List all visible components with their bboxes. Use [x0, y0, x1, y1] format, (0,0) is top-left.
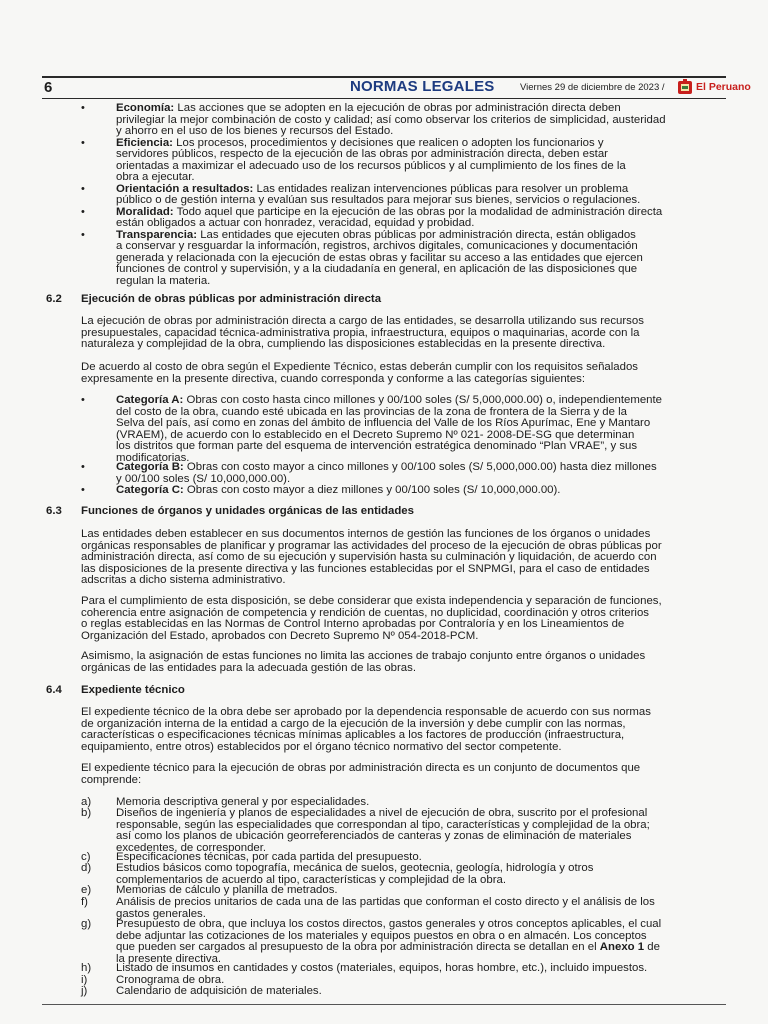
text-line: administración directa, así como de su ejecución y supervisión hasta su culminación y liquidación, de acuerdo con: [81, 551, 657, 563]
text-line: obra a ejecutar.: [116, 171, 195, 183]
list-item: Especificaciones técnicas, por cada partida del presupuesto.: [116, 851, 422, 863]
list-item: Memorias de cálculo y planilla de metrados.: [116, 884, 338, 896]
bullet-icon: •: [81, 182, 85, 195]
bullet-icon: •: [81, 228, 85, 241]
text-line: Las entidades deben establecer en sus documentos internos de gestión las funciones de los órganos o unidades: [81, 528, 651, 540]
text-line: Asimismo, la asignación de estas funciones no limita las acciones de trabajo conjunto entre órganos o unidades: [81, 650, 646, 662]
text-line: servidores públicos, respecto de la ejecución de las obras por administración directa, deben estar: [116, 148, 608, 160]
text-line: la presente directiva.: [116, 952, 222, 965]
text-line: El expediente técnico de la obra debe ser aprobado por la dependencia responsable de acuerdo con sus normas: [81, 706, 651, 718]
coat-of-arms-icon: [677, 79, 693, 95]
text-line: así como los planos de ubicación georreferenciados de canteras y zonas de eliminación de materiales: [116, 830, 632, 842]
bullet-icon: •: [81, 394, 85, 406]
text-line: Selva del país, así como en zonas del ámbito de influencia del Valle de los Ríos Apurímac, Ene y Mantaro: [116, 417, 651, 429]
list-item: Análisis de precios unitarios de cada una de las partidas que conforman el costo directo y el análisis de los: [116, 896, 655, 908]
text-line: complementarios de acuerdo al tipo, características y complejidad de la obra.: [116, 873, 507, 886]
principle-moralidad: Moralidad: Todo aquel que participe en la ejecución de las obras por la modalidad de administración directa: [116, 205, 663, 218]
bullet-icon: •: [81, 483, 85, 496]
section-title: Ejecución de obras públicas por administración directa: [81, 293, 382, 305]
bullet-icon: •: [81, 461, 85, 473]
header-bottom-rule: [42, 98, 726, 99]
text-line: naturaleza y complejidad de la obra, cumpliendo las disposiciones establecidas en la presente directiva.: [81, 338, 606, 350]
logo-text: El Peruano: [696, 81, 751, 93]
section-title: Funciones de órganos y unidades orgánicas de las entidades: [81, 505, 414, 517]
list-item: Listado de insumos en cantidades y costos (materiales, equipos, horas hombre, etc.), incluido impuestos.: [116, 962, 648, 974]
text-line: funciones de control y supervisión, y a la ciudadanía en general, en aplicación de las disposiciones que: [116, 263, 638, 275]
text-line: de organización interna de la entidad a cargo de la ejecución de la inversión y debe cumplir con las normas,: [81, 717, 626, 730]
text-line: La ejecución de obras por administración directa a cargo de las entidades, se desarrolla utilizando sus recursos: [81, 315, 644, 327]
text-line: están obligados a actuar con honradez, veracidad, equidad y probidad.: [116, 217, 475, 229]
category-c: Categoría C: Obras con costo mayor a diez millones y 00/100 soles (S/ 10,000,000.00).: [116, 483, 561, 496]
text-line: (VRAEM), de acuerdo con lo establecido en el Decreto Supremo Nº 021- 2008-DE-SG que determinan: [116, 428, 635, 441]
text-line: características o especificaciones técnicas mínimas aplicables a los factores de producción (infraestructura,: [81, 729, 625, 741]
category-a: Categoría A: Obras con costo hasta cinco millones y 00/100 soles (S/ 5,000,000.00) o, independientemente: [116, 394, 663, 406]
item-label: a): [81, 796, 92, 808]
item-label: f): [81, 896, 88, 908]
text-line: debe adjuntar las cotizaciones de los materiales y equipos puestos en obra o en almacén. Los conceptos: [116, 929, 647, 942]
section-number: 6.4: [46, 684, 62, 696]
page-header: [42, 76, 751, 102]
principle-eficiencia: Eficiencia: Los procesos, procedimientos y decisiones que realicen o adopten los funcionarios y: [116, 136, 604, 149]
text-line: privilegiar la mejor combinación de costo y calidad; así como observar los criterios de simplicidad, austeridad: [116, 113, 666, 126]
text-line: responsable, según las especialidades que correspondan al tipo, características y complejidad de la obra;: [116, 818, 650, 831]
list-item: Presupuesto de obra, que incluya los costos directos, gastos generales y otros conceptos aplicables, el cual: [116, 918, 662, 930]
principle-transparencia: Transparencia: Las entidades que ejecuten obras públicas por administración directa, están obligados: [116, 228, 636, 241]
page-number: 6: [44, 79, 53, 96]
text-line: los distritos que forman parte del esquema de intervención estratégica denominado “Plan VRAE”, y sus: [116, 440, 638, 452]
footer-rule: [42, 1004, 726, 1005]
text-line: o reglas establecidas en las Normas de Control Interno aprobadas por Contraloría y en los Lineamientos de: [81, 618, 625, 630]
text-line: equipamiento, entre otros) establecidos por el órgano técnico normativo del sector competente.: [81, 740, 562, 753]
section-number: 6.2: [46, 293, 62, 305]
text-line: adscritas a dicho sistema administrativo.: [81, 574, 286, 586]
text-line: y 00/100 soles (S/ 10,000,000.00).: [116, 472, 291, 485]
section-number: 6.3: [46, 505, 62, 517]
list-item: Diseños de ingeniería y planos de especialidades a nivel de ejecución de obra, suscrito por el profesional: [116, 807, 648, 819]
text-line: regulan la materia.: [116, 274, 211, 287]
text-line: las disposiciones de la presente directiva y las funciones establecidas por el SNPMGI, para el caso de entidades: [81, 562, 650, 575]
text-line: orgánicas de las entidades para la adecuada gestión de las obras.: [81, 661, 416, 674]
item-label: e): [81, 884, 92, 896]
text-line: coherencia entre asignación de competencia y rendición de cuentas, no duplicidad, coordinación y otros criterios: [81, 606, 649, 619]
text-line: orientadas a maximizar el adecuado uso de los recursos públicos y al cumplimiento de los fines de la: [116, 159, 626, 172]
principle-economia: Economía: Las acciones que se adopten en la ejecución de obras por administración directa deben: [116, 102, 621, 114]
item-label: c): [81, 851, 91, 863]
text-line: generada y relacionada con la ejecución de estas obras y facilitar su acceso a las entidades que ejercen: [116, 251, 643, 264]
text-line: presupuestales, capacidad técnica-administrativa propia, infraestructura, equipos o maquinarias, acorde con la: [81, 326, 640, 339]
item-label: g): [81, 918, 92, 930]
text-line: De acuerdo al costo de obra según el Expediente Técnico, estas deberán cumplir con los requisitos señalados: [81, 361, 639, 373]
list-item: Memoria descriptiva general y por especialidades.: [116, 796, 370, 808]
text-line: que pueden ser cargados al presupuesto de la obra por administración directa se detallan en el Anexo 1 de: [116, 941, 660, 953]
item-label: h): [81, 962, 92, 974]
publication-title: NORMAS LEGALES: [350, 78, 495, 95]
item-label: d): [81, 862, 92, 874]
text-line: a conservar y resguardar la información, registros, archivos digitales, comunicaciones y documentación: [116, 240, 638, 252]
el-peruano-logo: [677, 79, 751, 95]
list-item: Calendario de adquisición de materiales.: [116, 985, 322, 997]
text-line: Organización del Estado, aprobados con Decreto Supremo Nº 054-2018-PCM.: [81, 629, 479, 642]
text-line: comprende:: [81, 773, 142, 786]
text-line: gastos generales.: [116, 907, 206, 920]
text-line: público o de gestión interna y evalúan sus resultados para mejorar sus bienes, servicios o regulaciones.: [116, 194, 641, 206]
section-title: Expediente técnico: [81, 684, 185, 696]
bullet-icon: •: [81, 102, 85, 114]
list-item: Estudios básicos como topografía, mecánica de suelos, geotecnia, geología, hidrología y otros: [116, 862, 594, 874]
text-line: El expediente técnico para la ejecución de obras por administración directa es un conjunto de documentos que: [81, 762, 641, 774]
item-label: j): [81, 985, 88, 997]
text-line: orgánicas responsables de planificar y programar las actividades del proceso de la ejecución de obras públicas por: [81, 539, 662, 552]
list-item: Cronograma de obra.: [116, 974, 225, 986]
text-line: Para el cumplimiento de esta disposición, se debe considerar que exista independencia y separación de funciones,: [81, 595, 662, 607]
text-line: excedentes, de corresponder.: [116, 841, 267, 854]
principle-orientacion: Orientación a resultados: Las entidades realizan intervenciones públicas para resolver un problema: [116, 182, 629, 195]
bullet-icon: •: [81, 205, 85, 218]
bullet-icon: •: [81, 136, 85, 149]
category-b: Categoría B: Obras con costo mayor a cinco millones y 00/100 soles (S/ 5,000,000.00) hasta diez millones: [116, 461, 657, 473]
text-line: expresamente en la presente directiva, cuando corresponda y conforme a las categorías siguientes:: [81, 372, 586, 385]
text-line: modificatorias.: [116, 451, 190, 464]
item-label: i): [81, 974, 88, 986]
item-label: b): [81, 807, 92, 819]
publication-date: Viernes 29 de diciembre de 2023 /: [520, 82, 665, 93]
text-line: y ahorro en el uso de los bienes y recursos del Estado.: [116, 125, 394, 137]
text-line: del costo de la obra, cuando esté ubicada en las provincias de la zona de frontera de la Sierra y de la: [116, 405, 628, 418]
